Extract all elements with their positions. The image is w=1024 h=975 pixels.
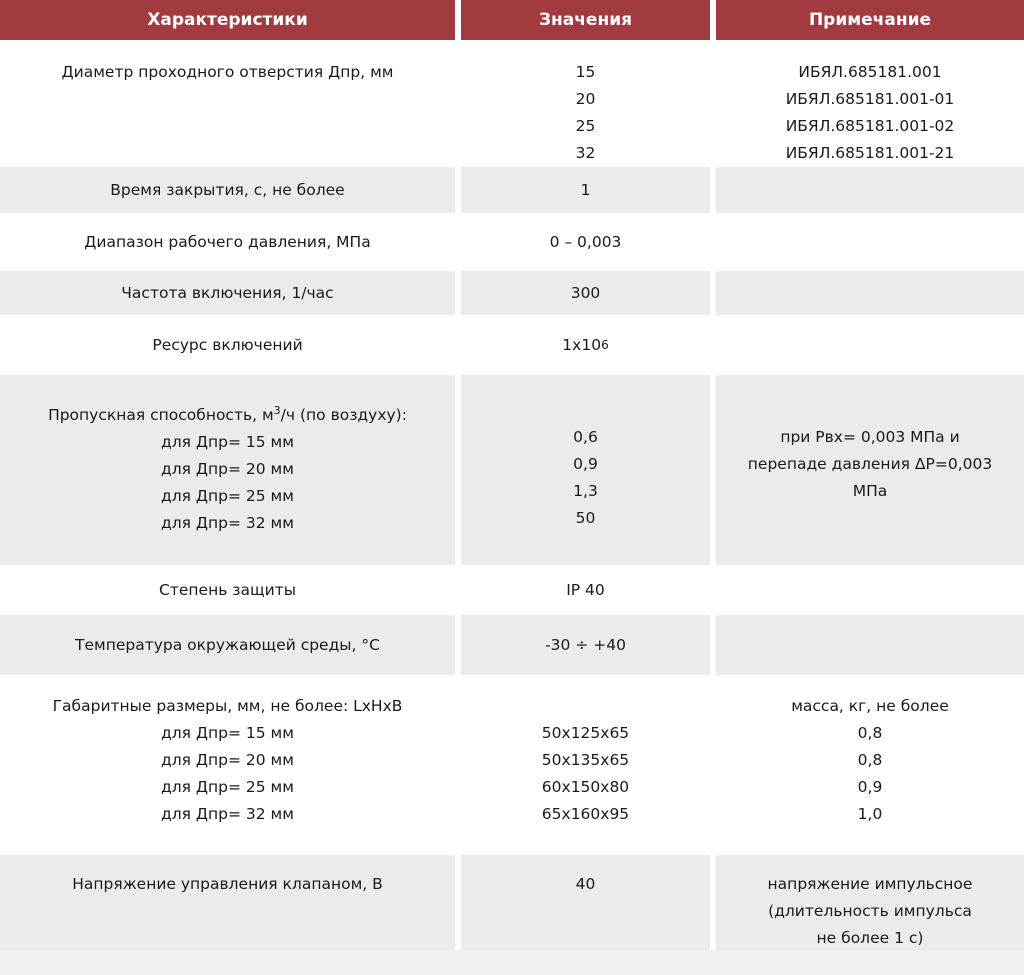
- page-footer-strip: [0, 950, 1024, 975]
- row-value: -30 ÷ +40: [461, 615, 710, 675]
- note-line: ИБЯЛ.685181.001: [798, 63, 942, 81]
- value-line: 65x160x95: [541, 805, 630, 823]
- header-characteristics: Характеристики: [0, 0, 455, 40]
- row-label: Габаритные размеры, мм, не более: LxHxB: [52, 697, 403, 715]
- value-line: 0,9: [573, 455, 598, 473]
- row-label-cell: [0, 855, 455, 950]
- value-line: 32: [575, 144, 596, 162]
- note-line: не более 1 с): [816, 929, 924, 947]
- label-superscript: 3: [273, 404, 281, 417]
- table-row-dimensions: [0, 675, 1024, 855]
- value-line: 50x125x65: [541, 724, 630, 742]
- table-row-switch-frequency: [0, 271, 1024, 315]
- row-value: 40: [575, 875, 596, 893]
- row-notes-cell: [716, 47, 1024, 167]
- row-label: Напряжение управления клапаном, В: [72, 875, 383, 893]
- table-row-close-time: [0, 167, 1024, 213]
- table-row-pressure-range: [0, 213, 1024, 271]
- row-note: [716, 271, 1024, 315]
- row-notes-cell: [716, 675, 1024, 855]
- table-header-row: [0, 0, 1024, 40]
- row-label: Диаметр проходного отверстия Дпр, мм: [61, 63, 394, 81]
- note-line: МПа: [852, 482, 888, 500]
- row-values-cell: [461, 47, 710, 167]
- value-line: 50: [575, 509, 596, 527]
- value-line: 20: [575, 90, 596, 108]
- value-exponent: 6: [601, 338, 609, 352]
- row-value-cell: [461, 855, 710, 950]
- header-note: Примечание: [716, 0, 1024, 40]
- note-value: 0,8: [857, 724, 883, 742]
- value-line: 0,6: [573, 428, 598, 446]
- sub-label: для Дпр= 32 мм: [161, 805, 294, 823]
- value-line: 60x150x80: [541, 778, 630, 796]
- table-row-protection: [0, 565, 1024, 615]
- value-base: 1x10: [562, 336, 602, 354]
- note-value: 0,8: [857, 751, 883, 769]
- row-label: Диапазон рабочего давления, МПа: [0, 213, 455, 271]
- sub-label: для Дпр= 20 мм: [161, 751, 294, 769]
- row-notes-cell: [716, 375, 1024, 565]
- row-note: [716, 565, 1024, 615]
- row-note: [716, 615, 1024, 675]
- sub-label: для Дпр= 15 мм: [161, 433, 294, 452]
- header-values: Значения: [461, 0, 710, 40]
- row-value: [461, 315, 710, 375]
- row-label: Температура окружающей среды, °С: [0, 615, 455, 675]
- sub-label: для Дпр= 25 мм: [161, 487, 294, 506]
- row-values-cell: [461, 375, 710, 565]
- label-post: /ч (по воздуху):: [280, 406, 407, 425]
- note-line: перепаде давления ΔР=0,003: [747, 455, 993, 473]
- sub-label: для Дпр= 15 мм: [161, 724, 294, 742]
- sub-label: для Дпр= 25 мм: [161, 778, 294, 796]
- note-line: ИБЯЛ.685181.001-02: [785, 117, 955, 135]
- row-value: 1: [461, 167, 710, 213]
- row-note: [716, 167, 1024, 213]
- row-value: 0 – 0,003: [461, 213, 710, 271]
- row-value: IP 40: [461, 565, 710, 615]
- note-label: масса, кг, не более: [791, 697, 949, 715]
- label-pre: Пропускная способность, м: [48, 406, 274, 425]
- note-line: (длительность импульса: [768, 902, 972, 920]
- note-line: напряжение импульсное: [767, 875, 973, 893]
- row-note: [716, 213, 1024, 271]
- row-label: [0, 397, 455, 429]
- row-label: Частота включения, 1/час: [0, 271, 455, 315]
- row-value: 300: [461, 271, 710, 315]
- table-row-capacity: [0, 375, 1024, 565]
- table-row-voltage: [0, 855, 1024, 950]
- note-value: 1,0: [857, 805, 883, 823]
- row-label: Степень защиты: [0, 565, 455, 615]
- row-note: [716, 315, 1024, 375]
- row-label-cell: [0, 675, 455, 855]
- value-line: 15: [575, 63, 596, 81]
- row-label: Время закрытия, с, не более: [0, 167, 455, 213]
- row-label-cell: [0, 47, 455, 167]
- note-line: ИБЯЛ.685181.001-21: [785, 144, 955, 162]
- table-row-diameter: [0, 47, 1024, 167]
- table-row-switch-resource: [0, 315, 1024, 375]
- row-label-cell: [0, 375, 455, 565]
- sub-label: для Дпр= 32 мм: [161, 514, 294, 533]
- value-line: 25: [575, 117, 596, 135]
- row-notes-cell: [716, 855, 1024, 950]
- row-label: Ресурс включений: [0, 315, 455, 375]
- table-row-temperature: [0, 615, 1024, 675]
- sub-label: для Дпр= 20 мм: [161, 460, 294, 479]
- note-line: при Рвх= 0,003 МПа и: [780, 428, 960, 446]
- note-line: ИБЯЛ.685181.001-01: [785, 90, 955, 108]
- note-value: 0,9: [857, 778, 883, 796]
- row-values-cell: [461, 675, 710, 855]
- value-line: 50x135x65: [541, 751, 630, 769]
- value-line: 1,3: [573, 482, 598, 500]
